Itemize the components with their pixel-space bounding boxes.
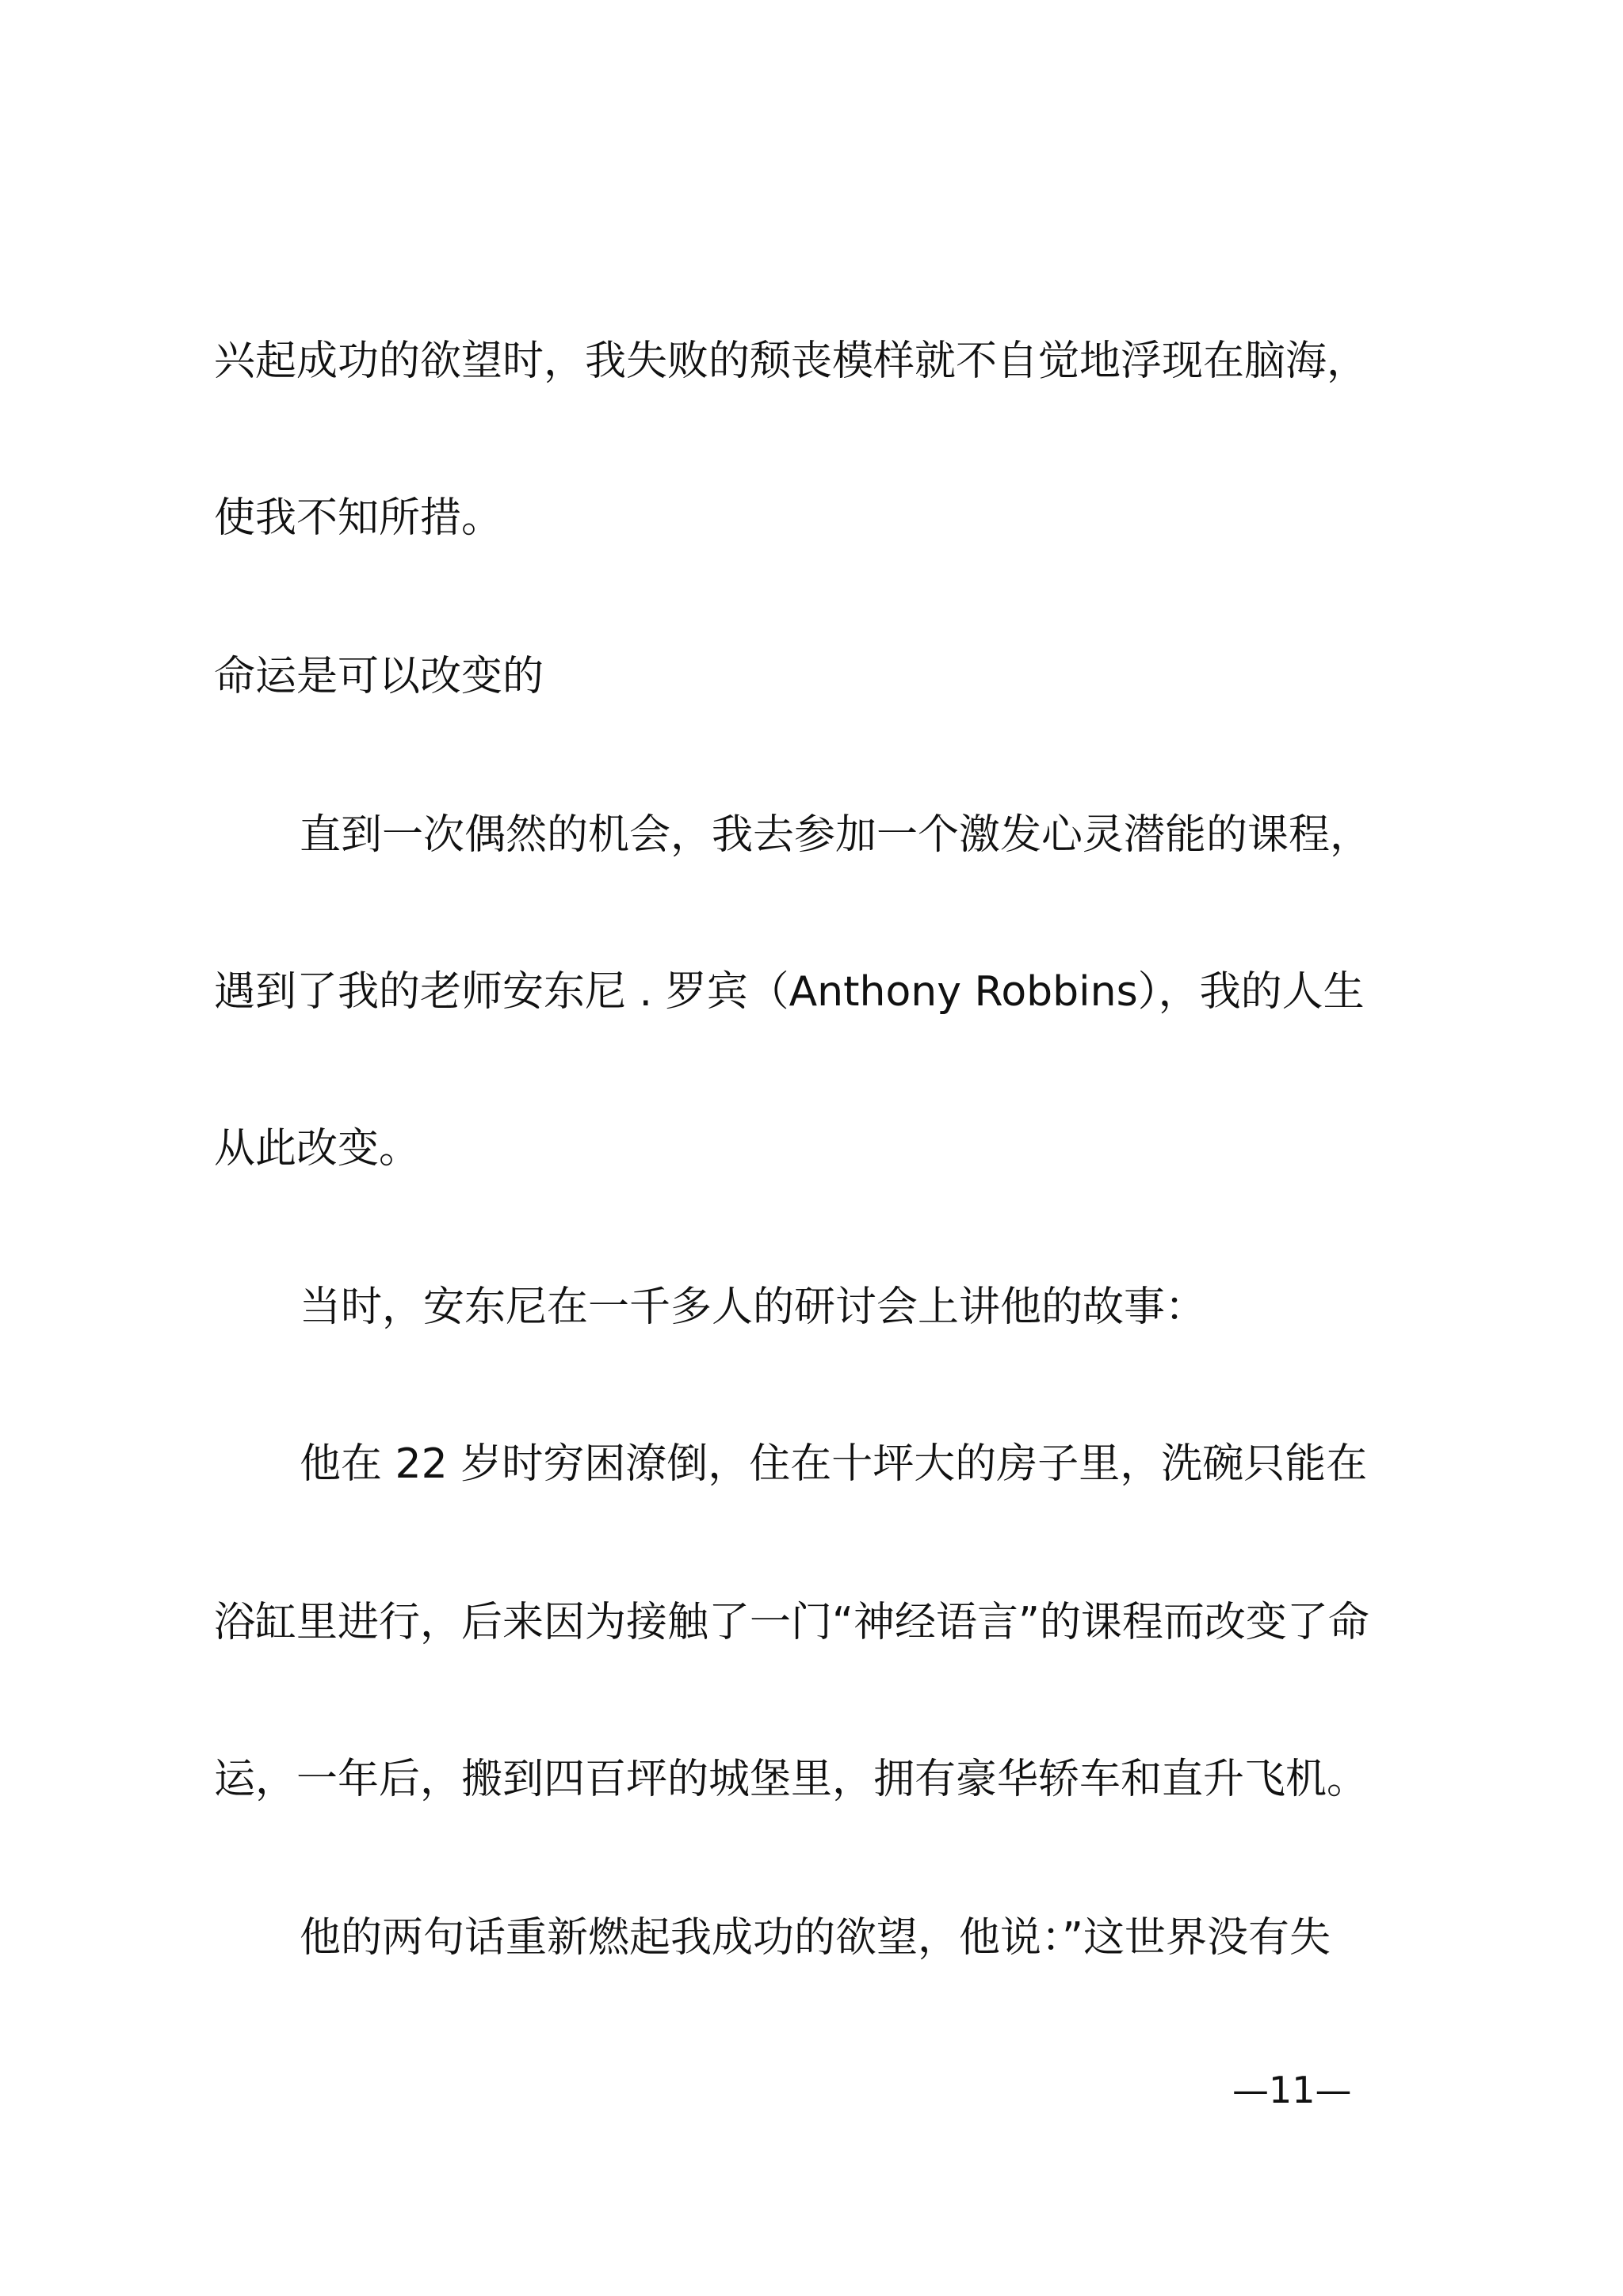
paragraph-line-1: 兴起成功的欲望时，我失败的颓丧模样就不自觉地浮现在脑海， [214,338,1369,385]
paragraph-line-3: 直到一次偶然的机会，我去参加一个激发心灵潜能的课程， [300,811,1372,859]
paragraph-line-5: 从此改变。 [214,1125,421,1173]
paragraph-line-6: 当时，安东尼在一千多人的研讨会上讲他的故事： [300,1283,1207,1331]
paragraph-line-8: 浴缸里进行，后来因为接触了一门“神经语言”的课程而改变了命 [214,1599,1369,1646]
paragraph-line-9: 运，一年后，搬到四百坪的城堡里，拥有豪华轿车和直升飞机。 [214,1756,1369,1803]
paragraph-line-10: 他的两句话重新燃起我成功的欲望，他说：”这世界没有失 [300,1914,1331,1962]
page-number: —11— [1232,2069,1352,2111]
section-heading: 命运是可以改变的 [214,653,544,700]
paragraph-line-7: 他在 22 岁时穷困潦倒，住在十坪大的房子里，洗碗只能在 [300,1440,1368,1488]
paragraph-line-4: 遇到了我的老师安东尼 . 罗宾（Anthony Robbins），我的人生 [214,968,1365,1016]
paragraph-line-2: 使我不知所措。 [214,494,503,542]
